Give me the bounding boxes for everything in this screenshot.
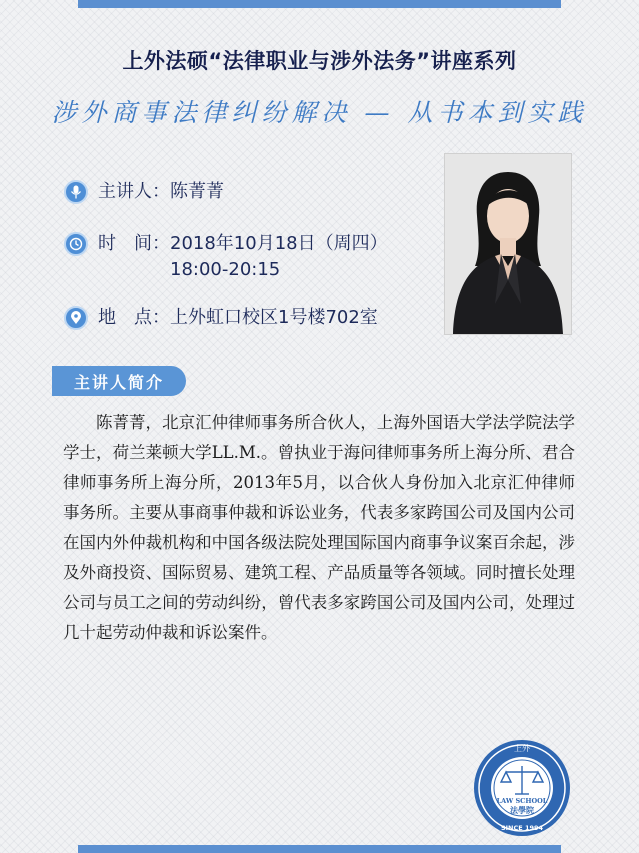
bottom-accent-bar — [78, 845, 561, 853]
seal-since-text: SINCE 1994 — [500, 824, 544, 832]
speaker-label: 主讲人： — [98, 181, 170, 202]
location-value: 上外虹口校区1号楼702室 — [170, 307, 378, 328]
location-label: 地 点： — [98, 307, 170, 328]
speaker-info — [98, 179, 224, 205]
law-school-seal — [472, 738, 572, 838]
clock-icon — [64, 232, 88, 256]
time-row — [64, 231, 388, 283]
speaker-intro-heading: 主讲人简介 — [52, 366, 186, 396]
time-label: 时 间： — [98, 233, 170, 254]
seal-middle-text: LAW SCHOOL — [496, 797, 548, 805]
seal-top-text: 上外 — [514, 744, 530, 753]
lecture-series-title: 上外法硕“法律职业与涉外法务”讲座系列 — [122, 49, 517, 73]
lecture-topic-title: 涉外商事法律纠纷解决 — 从书本到实践 — [51, 98, 588, 127]
speaker-name: 陈菁菁 — [170, 181, 224, 202]
speaker-photo — [444, 153, 572, 335]
speaker-bio: 陈菁菁，北京汇仲律师事务所合伙人，上海外国语大学法学院法学学士，荷兰莱顿大学LL.M.。曾执业于海问律师事务所上海分所、君合律师事务所上海分所，2013年5月，以合伙人身份加入北京汇仲律师事务所。主要从事商事仲裁和诉讼业务，代表多家跨国公司及国内公司在国内外仲裁机构和中国各级法院处理国际国内商事争议案百余起，涉及外商投资、国际贸易、建筑工程、产品质量等各领域。同时擅长处理公司与员工之间的劳动纠纷，曾代表多家跨国公司及国内公司，处理过几十起劳动仲裁和诉讼案件。 — [63, 413, 575, 642]
seal-school-name: 法學院 — [510, 806, 534, 815]
time-hours: 18:00-20:15 — [170, 259, 281, 280]
time-date: 2018年10月18日（周四） — [170, 233, 388, 254]
top-accent-bar — [78, 0, 561, 8]
microphone-icon — [64, 180, 88, 204]
speaker-row — [64, 179, 224, 205]
time-info — [98, 231, 388, 283]
location-info — [98, 305, 378, 331]
location-row — [64, 305, 378, 331]
location-pin-icon — [64, 306, 88, 330]
